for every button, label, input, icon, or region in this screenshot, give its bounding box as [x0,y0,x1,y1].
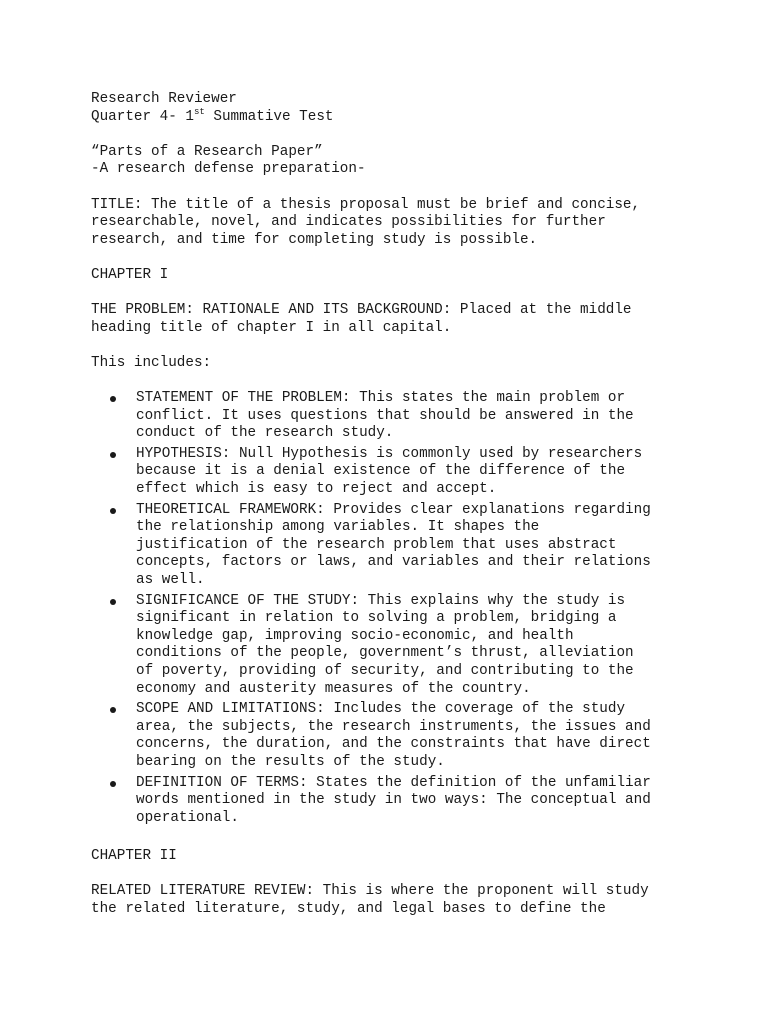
list-item [91,390,691,443]
list-item [91,502,691,590]
list-item-text: SCOPE AND LIMITATIONS: Includes the coverage of the study area, the subjects, the research instruments, the issues and concerns, the duration, and the constraints that have direct bearing on the results of the study. [136,701,651,770]
list-item-text: HYPOTHESIS: Null Hypothesis is commonly used by researchers because it is a denial existence of the difference of the effect which is easy to reject and accept. [136,445,643,498]
bullet-icon [110,599,116,605]
doc-subtitle-line2: -A research defense preparation- [91,161,366,178]
list-item-text: DEFINITION OF TERMS: States the definition of the unfamiliar words mentioned in the study in two ways: The conceptual and operational. [136,774,651,826]
doc-header-line1: Research Reviewer [91,91,237,107]
spacer [91,337,691,355]
spacer [91,285,691,303]
bullet-icon [110,781,116,787]
bullet-icon [110,396,116,402]
doc-header-line2 [91,106,691,127]
spacer [91,126,691,144]
bullet-icon [110,508,116,514]
title-paragraph: TITLE: The title of a thesis proposal must be brief and concise, researchable, novel, and indicates possibilities for further research, and time for completing study is possible. [91,196,641,248]
list-item [91,701,691,771]
chapter-1-heading: CHAPTER I [91,266,169,283]
doc-header-line2-suffix: Summative Test [204,108,334,125]
spacer [91,830,691,848]
doc-header-line2-prefix: Quarter 4- 1 [91,108,194,125]
list-item [91,775,691,828]
doc-subtitle-line1: “Parts of a Research Paper” [91,143,323,160]
list-item [91,446,691,499]
doc-header-line2-sup: st [193,106,205,117]
spacer [91,866,691,884]
includes-label: This includes: [91,354,212,371]
document-page [91,91,691,918]
list-item-text: THEORETICAL FRAMEWORK: Provides clear explanations regarding the relationship among variables. It shapes the justification of the research problem that uses abstract concepts, factors or laws, and variables and their relations as well. [136,501,651,589]
chapter-2-heading: CHAPTER II [91,847,177,864]
chapter-1-bullet-list [91,390,691,827]
problem-paragraph: THE PROBLEM: RATIONALE AND ITS BACKGROUND: Placed at the middle heading title of chapter I in all capital. [91,302,632,336]
bullet-icon [110,707,116,713]
spacer [91,179,691,197]
list-item-text: SIGNIFICANCE OF THE STUDY: This explains why the study is significant in relation to solving a problem, bridging a knowledge gap, improving socio-economic, and health conditions of the people, government’s thrust, alleviation of poverty, providing of security, and contributing to the economy and austerity measures of the country. [136,592,634,697]
spacer [91,249,691,267]
literature-paragraph: RELATED LITERATURE REVIEW: This is where the proponent will study the related literature, study, and legal bases to define the [91,883,649,917]
spacer [91,373,691,391]
list-item [91,593,691,699]
list-item-text: STATEMENT OF THE PROBLEM: This states the main problem or conflict. It uses questions that should be answered in the conduct of the research study. [136,390,634,442]
bullet-icon [110,452,116,458]
